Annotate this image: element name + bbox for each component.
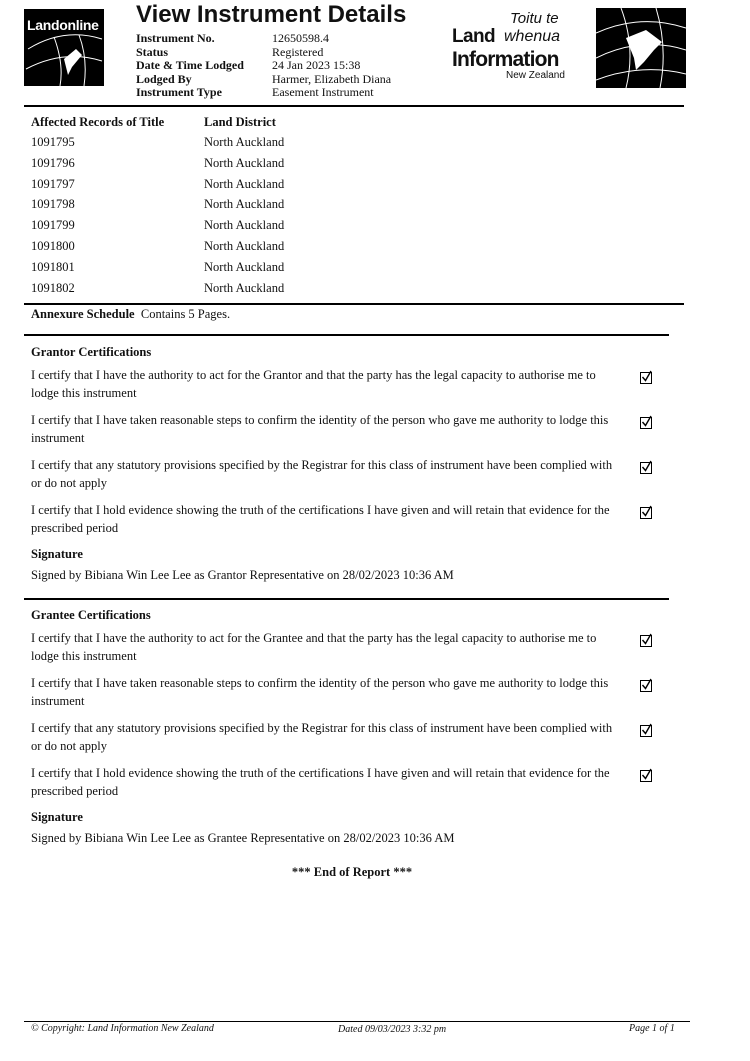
meta-row	[136, 46, 391, 60]
checkbox-checked-icon	[640, 507, 652, 519]
land-district: North Auckland	[204, 197, 285, 212]
table-row	[31, 215, 671, 236]
footer-dated: Dated 09/03/2023 3:32 pm	[338, 1024, 447, 1035]
title-number: 1091796	[31, 155, 75, 170]
page-title: View Instrument Details	[136, 1, 407, 28]
table-row	[31, 236, 671, 257]
instrument-meta	[136, 32, 391, 100]
meta-value: Registered	[272, 44, 324, 59]
grantor-certifications-title: Grantor Certifications	[31, 345, 152, 359]
grantee-cert-statutory: I certify that any statutory provisions specified by the Registrar for this class of instrument have been complied with or do not apply	[31, 721, 613, 753]
footer-page-number: Page 1 of 1	[629, 1023, 675, 1034]
title-number: 1091802	[31, 280, 75, 295]
table-row	[31, 132, 671, 153]
land-district: North Auckland	[204, 135, 285, 149]
grantee-signature-label: Signature	[31, 810, 83, 824]
table-row	[31, 153, 671, 174]
grantor-cert-authority: I certify that I have the authority to act for the Grantor and that the party has the legal capacity to authorise me to lodge this instrument	[31, 368, 596, 400]
title-number: 1091795	[31, 135, 75, 149]
meta-row	[136, 32, 391, 46]
meta-value: 24 Jan 2023 15:38	[272, 58, 361, 72]
table-row	[31, 257, 671, 278]
title-number: 1091799	[31, 218, 75, 233]
affected-records-table	[31, 114, 671, 298]
grantor-divider	[24, 598, 669, 600]
grantor-cert-identity: I certify that I have taken reasonable steps to confirm the identity of the person who gave me authority to lodge this instrument	[31, 413, 609, 445]
landonline-logo	[24, 9, 104, 86]
grantor-cert-statutory: I certify that any statutory provisions specified by the Registrar for this class of instrument have been complied with or do not apply	[31, 458, 613, 490]
col-header-title: Affected Records of Title	[31, 115, 165, 129]
table-row	[31, 194, 671, 215]
land-district: North Auckland	[204, 218, 285, 233]
footer-copyright: © Copyright: Land Information New Zealand	[31, 1023, 214, 1034]
title-number: 1091801	[31, 259, 75, 274]
checkbox-checked-icon	[640, 770, 652, 782]
grantor-signature-text: Signed by Bibiana Win Lee Lee as Grantor Representative on 28/02/2023 10:36 AM	[31, 568, 454, 582]
logo-new-zealand: New Zealand	[506, 70, 565, 81]
end-of-report: *** End of Report ***	[291, 865, 413, 879]
annexure-value: Contains 5 Pages.	[140, 307, 231, 321]
meta-label: Instrument No.	[136, 31, 215, 45]
grantee-cert-identity: I certify that I have taken reasonable steps to confirm the identity of the person who gave me authority to lodge this instrument	[31, 676, 609, 708]
meta-label: Instrument Type	[136, 85, 222, 99]
meta-label: Status	[136, 44, 169, 59]
grantor-cert-evidence: I certify that I hold evidence showing the truth of the certifications I have given and will retain that evidence for the prescribed period	[31, 503, 610, 535]
land-district: North Auckland	[204, 238, 285, 253]
logo-whenua: whenua	[504, 28, 561, 45]
landonline-logo-text: Landonline	[27, 17, 99, 33]
annexure-label: Annexure Schedule	[31, 307, 135, 321]
globe-icon	[596, 8, 686, 88]
title-number: 1091798	[31, 197, 75, 212]
grantee-cert-evidence: I certify that I hold evidence showing the truth of the certifications I have given and will retain that evidence for the prescribed period	[31, 766, 610, 798]
land-district: North Auckland	[204, 259, 285, 274]
meta-label: Lodged By	[136, 71, 192, 86]
annexure-schedule	[31, 307, 230, 322]
col-header-district: Land District	[204, 115, 276, 129]
table-row	[31, 174, 671, 195]
title-number: 1091800	[31, 238, 75, 253]
checkbox-checked-icon	[640, 680, 652, 692]
logo-toitu-te: Toitu te	[510, 10, 559, 27]
land-district: North Auckland	[204, 176, 285, 191]
checkbox-checked-icon	[640, 462, 652, 474]
checkbox-checked-icon	[640, 725, 652, 737]
grantor-signature-label: Signature	[31, 547, 83, 561]
meta-label: Date & Time Lodged	[136, 58, 244, 72]
globe-graphic-icon	[24, 9, 104, 86]
header-divider	[24, 105, 684, 107]
land-district: North Auckland	[204, 280, 285, 295]
grantee-cert-authority: I certify that I have the authority to act for the Grantee and that the party has the legal capacity to authorise me to lodge this instrument	[31, 631, 597, 663]
meta-row	[136, 59, 391, 73]
meta-value: 12650598.4	[272, 31, 329, 45]
checkbox-checked-icon	[640, 635, 652, 647]
footer-divider	[24, 1021, 690, 1022]
grantee-signature-text: Signed by Bibiana Win Lee Lee as Grantee Representative on 28/02/2023 10:36 AM	[31, 831, 455, 845]
meta-value: Harmer, Elizabeth Diana	[272, 71, 392, 86]
meta-value: Easement Instrument	[272, 85, 374, 99]
records-divider	[24, 303, 684, 305]
checkbox-checked-icon	[640, 417, 652, 429]
table-header	[31, 114, 671, 130]
logo-information: Information	[452, 48, 559, 71]
logo-land: Land	[452, 26, 495, 47]
linz-logo	[452, 8, 686, 88]
annexure-divider	[24, 334, 669, 336]
title-number: 1091797	[31, 176, 75, 191]
land-district: North Auckland	[204, 155, 285, 170]
table-row	[31, 278, 671, 299]
grantee-certifications-title: Grantee Certifications	[31, 608, 151, 622]
meta-row	[136, 73, 391, 87]
checkbox-checked-icon	[640, 372, 652, 384]
meta-row	[136, 86, 391, 100]
